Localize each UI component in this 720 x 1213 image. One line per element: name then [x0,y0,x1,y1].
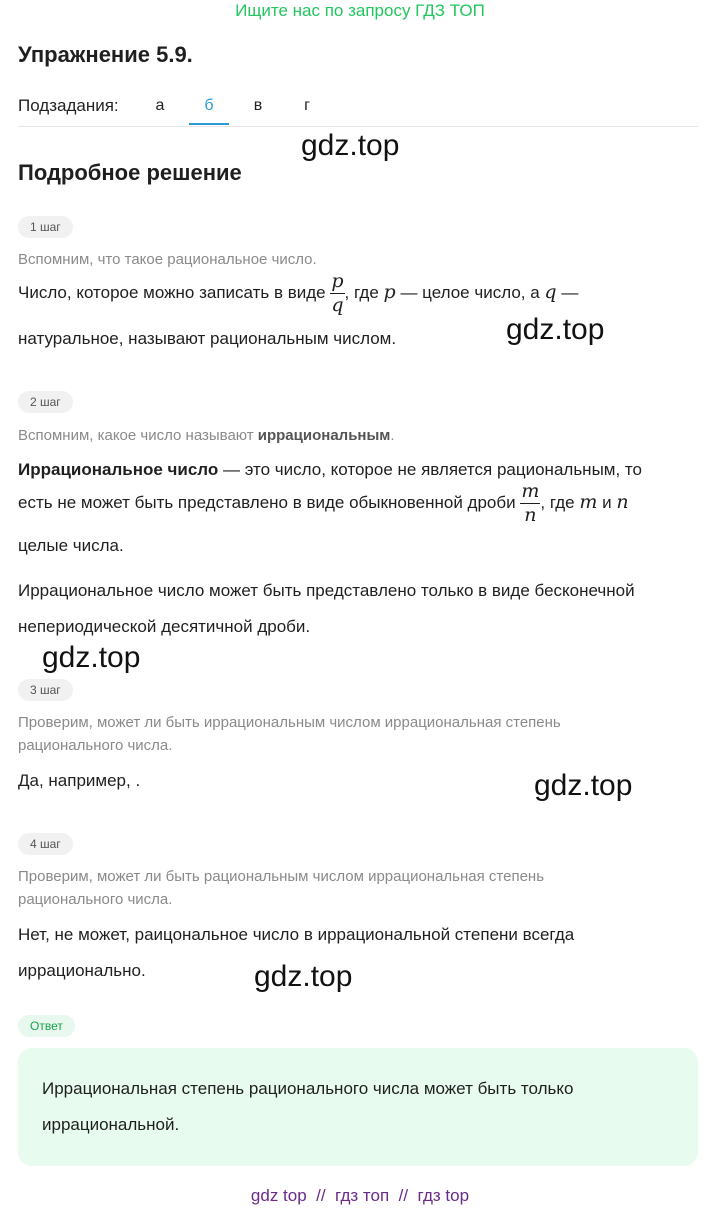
step-text: Да, например, . [18,771,141,790]
step-badge: 4 шаг [18,833,73,855]
watermark: gdz.top [301,129,400,162]
watermark: gdz.top [254,960,353,993]
fraction-m-n: $\frac{m}{n}$ [521,480,540,526]
step-text: Число, которое можно записать в виде $\frac{p}{q}$ , где p — целое число, а q — [18,270,579,316]
tab-a[interactable]: а [155,97,165,114]
footer-link-gdz-top-mixed[interactable]: гдз top [417,1186,470,1205]
search-banner: Ищите нас по запросу ГДЗ ТОП [235,1,485,20]
footer-link-gdz-top[interactable]: gdz top [250,1186,307,1205]
step-hint: Вспомним, что такое рациональное число. [18,251,317,268]
fraction-p-q: $\frac{p}{q}$ [331,270,344,316]
watermark: gdz.top [534,769,633,802]
section-title: Подробное решение [18,160,242,185]
step-text: Иррациональное число может быть представлено только в виде бесконечной [18,581,635,600]
tab-v[interactable]: в [253,97,263,114]
answer-badge: Ответ [18,1015,75,1037]
definition-text: целые числа. [18,536,124,555]
answer-text: Иррациональная степень рационального числа может быть только [42,1079,574,1098]
watermark: gdz.top [42,641,141,674]
subtasks-bar [18,88,698,127]
definition-text: Иррациональное число — это число, которое не является рациональным, то [18,460,642,479]
watermark: gdz.top [506,313,605,346]
tab-g[interactable]: г [304,97,310,114]
footer-separator: // [316,1186,326,1205]
step-hint: Проверим, может ли быть рациональным числом иррациональная степень [18,868,545,885]
exercise-title: Упражнение 5.9. [18,42,193,67]
step-badge: 3 шаг [18,679,73,701]
step-hint: Вспомним, какое число называют иррациональным. [18,427,395,444]
step-text: натуральное, называют рациональным числом. [18,329,397,348]
subtasks-label: Подзадания: [18,96,119,115]
step-hint: рационального числа. [18,737,173,754]
definition-text: есть не может быть представлено в виде обыкновенной дроби $\frac{m}{n}$ , где m и n [18,480,629,526]
step-hint: Проверим, может ли быть иррациональным числом иррациональная степень [18,714,561,731]
tab-b[interactable]: б [189,88,229,125]
step-badge: 2 шаг [18,391,73,413]
step-text: иррационально. [18,961,146,980]
answer-text: иррациональной. [42,1115,180,1134]
footer-separator: // [398,1186,409,1205]
footer-link-gdz-top-ru[interactable]: гдз топ [335,1186,390,1205]
answer-box [18,1048,698,1166]
step-text: непериодической десятичной дроби. [18,617,311,636]
step-hint: рационального числа. [18,891,173,908]
step-badge: 1 шаг [18,216,73,238]
step-text: Нет, не может, раицональное число в иррациональной степени всегда [18,925,575,944]
footer-links [0,1186,720,1206]
